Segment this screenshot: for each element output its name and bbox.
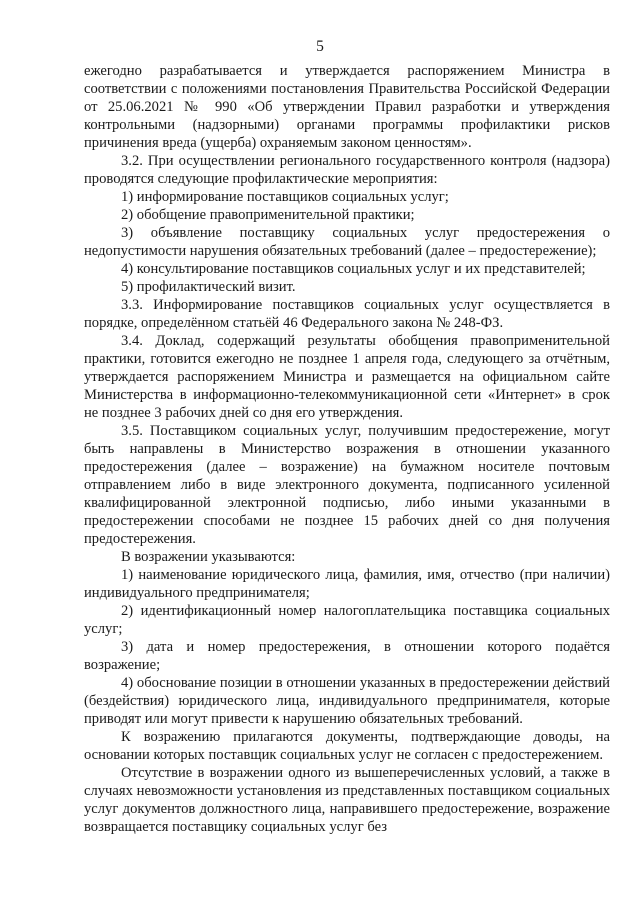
paragraph: 5) профилактический визит. bbox=[121, 279, 296, 295]
paragraph: Отсутствие в возражении одного из вышеперечисленных условий, а также в случаях невозможности установления из представленных поставщиком социальных услуг документов должностного лица, направившего предостережение, возражение возвращается поставщику социальных услуг без bbox=[84, 765, 610, 835]
paragraph: 3.5. Поставщиком социальных услуг, получившим предостережение, могут быть направлены в Министерство возражения в отношении указанного предостережения (далее – возражение) на бумажном носителе почтовым отправлением либо в виде электронного документа, подписанного усиленной квалифицированной электронной подписью, либо иными указанными в предостережении способами не позднее 15 рабочих дней со дня получения предостережения. bbox=[84, 423, 610, 547]
paragraph: 3.3. Информирование поставщиков социальных услуг осуществляется в порядке, определённом статьёй 46 Федерального закона № 248-ФЗ. bbox=[84, 297, 610, 331]
paragraph: В возражении указываются: bbox=[121, 549, 296, 565]
paragraph: 1) наименование юридического лица, фамилия, имя, отчество (при наличии) индивидуального предпринимателя; bbox=[84, 567, 610, 601]
paragraph: К возражению прилагаются документы, подтверждающие доводы, на основании которых поставщик социальных услуг не согласен с предостережением. bbox=[84, 729, 610, 763]
document-body bbox=[84, 62, 610, 836]
paragraph: 2) идентификационный номер налогоплательщика поставщика социальных услуг; bbox=[84, 603, 610, 637]
paragraph: 3) объявление поставщику социальных услуг предостережения о недопустимости нарушения обязательных требований (далее – предостережение); bbox=[84, 225, 610, 259]
paragraph: 4) обоснование позиции в отношении указанных в предостережении действий (бездействия) юридического лица, индивидуального предпринимателя, которые приводят или могут привести к нарушению обязательных требований. bbox=[84, 675, 610, 727]
paragraph: 3.2. При осуществлении регионального государственного контроля (надзора) проводятся следующие профилактические мероприятия: bbox=[84, 153, 610, 187]
paragraph: 3.4. Доклад, содержащий результаты обобщения правоприменительной практики, готовится ежегодно не позднее 1 апреля года, следующего за отчётным, утверждается распоряжением Министра и размещается на официальном сайте Министерства в информационно-телекоммуникационной сети «Интернет» в срок не позднее 3 рабочих дней со дня его утверждения. bbox=[84, 333, 610, 421]
paragraph: 1) информирование поставщиков социальных услуг; bbox=[121, 189, 449, 205]
paragraph: 4) консультирование поставщиков социальных услуг и их представителей; bbox=[121, 261, 586, 277]
paragraph: 2) обобщение правоприменительной практики; bbox=[121, 207, 415, 223]
page-number: 5 bbox=[316, 38, 324, 55]
paragraph: 3) дата и номер предостережения, в отношении которого подаётся возражение; bbox=[84, 639, 610, 673]
paragraph: ежегодно разрабатывается и утверждается распоряжением Министра в соответствии с положениями постановления Правительства Российской Федерации от 25.06.2021 № 990 «Об утверждении Правил разработки и утверждения контрольными (надзорными) органами программы профилактики рисков причинения вреда (ущерба) охраняемым законом ценностям». bbox=[84, 63, 610, 151]
